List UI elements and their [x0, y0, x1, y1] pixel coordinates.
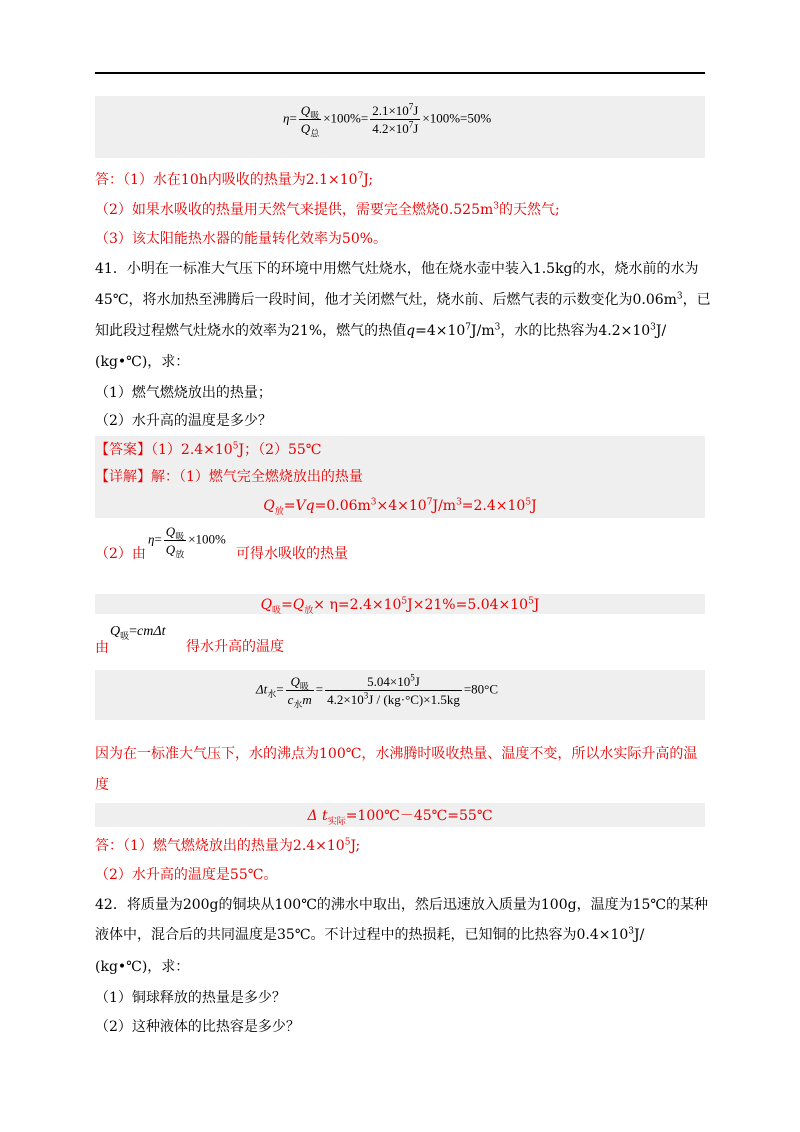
question-41-part-1: （1）燃气燃烧放出的热量；	[95, 385, 272, 401]
question-42-line-2: 液体中，混合后的共同温度是35℃。不计过程中的热损耗，已知铜的比热容为$0.4\times 10^3J/$	[95, 926, 645, 943]
efficiency-formula: η= $\frac{Q_吸}{Q_总}$ ×100%= $\frac{2.1\times 10^7J}{4.2\times 10^7J}$ ×100%=50%	[283, 101, 492, 139]
answer-41-q-fang: $Q_放=Vq=0.06m^3\times 4\times 10^7J/m^3=2.4\times 10^5J$	[263, 497, 537, 517]
answer-41-q-xi: $Q_吸=Q_放\times \eta=2.4\times 10^5J\times 21\%=5.04\times 10^5J$	[260, 596, 540, 616]
delta-t-formula: $\Delta t_水=$ $\frac{Q_吸}{c_水m}$ = $\frac{5.04\times 10^5J}{4.2\times 10^3J / (kg\cdot^\circ C)\times 1.5kg}$ =80°C	[256, 672, 499, 710]
question-41-line-3: 知此段过程燃气灶烧水的效率为21%，燃气的热值$q=4\times 10^7J/m^3$，水的比热容为$4.2\times 10^3J/$	[95, 322, 667, 339]
answer-41-step-3-text: 得水升高的温度	[186, 639, 284, 655]
question-41-line-2: 45℃，将水加热至沸腾后一段时间，他才关闭燃气灶，烧水前、后燃气表的示数变化为$0.06m^3$，已	[95, 291, 711, 308]
eta-symbol: η	[283, 110, 290, 126]
answer-41-reason-1: 因为在一标准大气压下，水的沸点为100℃，水沸腾时吸收热量、温度不变，所以水实际升高的温	[95, 746, 698, 762]
answer-41-step-3-you: 由	[95, 640, 109, 656]
efficiency-formula-2: η= $\frac{Q_吸}{Q_放}$ ×100%	[148, 524, 226, 560]
answer-41-summary: 【答案】$(1)2.4\times 10^5J$；（2）55℃	[95, 441, 322, 458]
answer-41-reason-2: 度	[95, 777, 109, 793]
question-42-part-2: （2）这种液体的比热容是多少？	[95, 1019, 300, 1035]
question-41-line-1: 41．小明在一标准大气压下的环境中用燃气灶烧水，他在烧水壶中装入1.5kg的水，烧水前的水为	[95, 261, 699, 277]
header-rule	[95, 72, 705, 74]
answer-41-step-2: （2）由	[95, 546, 146, 562]
question-42-part-1: （1）铜球释放的热量是多少？	[95, 990, 286, 1006]
answer-40-line-1: 答：（1）水在10h内吸收的热量为$2.1\times 10^7J$;	[95, 171, 374, 188]
question-42-line-1: 42．将质量为200g的铜块从100℃的沸水中取出，然后迅速放入质量为100g，温度为15℃的某种	[95, 897, 709, 913]
heat-formula: $Q_吸=cm\Delta t$	[110, 624, 166, 641]
answer-40-line-2: （2）如果水吸收的热量用天然气来提供，需要完全燃烧$0.525m^3$的天然气;	[95, 201, 560, 218]
answer-41-final-1: 答：（1）燃气燃烧放出的热量为$2.4\times 10^5J$;	[95, 837, 361, 854]
answer-41-final-2: （2）水升高的温度是55℃。	[95, 867, 278, 883]
answer-41-step-2-text: 可得水吸收的热量	[236, 546, 348, 562]
question-42-line-3: (kg•℃)，求：	[95, 959, 190, 975]
question-41-line-4: (kg•℃)，求：	[95, 354, 190, 370]
question-41-part-2: （2）水升高的温度是多少？	[95, 413, 272, 429]
answer-40-line-3: （3）该太阳能热水器的能量转化效率为50%。	[95, 231, 388, 247]
answer-41-delta-t-actual: Δ $t_{实际}=100℃-45℃=55℃$	[307, 808, 493, 827]
answer-41-detail: 【详解】解：（1）燃气完全燃烧放出的热量	[95, 469, 363, 485]
